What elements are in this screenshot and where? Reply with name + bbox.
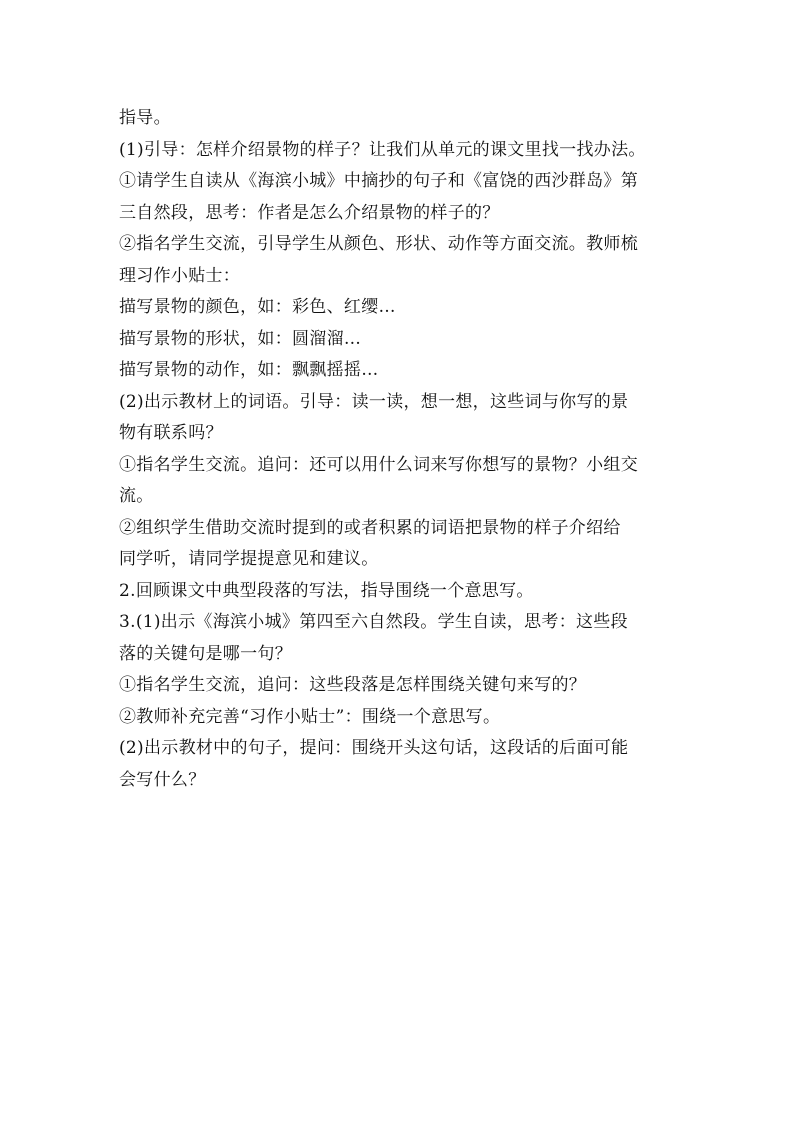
text-line: 物有联系吗？ (119, 423, 223, 443)
text-line: 描写景物的颜色，如：彩色、红缨… (119, 297, 396, 317)
text-line: 三自然段，思考：作者是怎么介绍景物的样子的？ (119, 202, 500, 223)
text-line: ①指名学生交流。追问：还可以用什么词来写你想写的景物？小组交 (119, 454, 638, 475)
text-line: ①请学生自读从《海滨小城》中摘抄的句子和《富饶的西沙群岛》第 (119, 171, 638, 191)
text-line: 落的关键句是哪一句？ (119, 643, 292, 664)
text-line: (1)引导：怎样介绍景物的样子？让我们从单元的课文里找一找办法。 (119, 139, 646, 160)
text-line: ①指名学生交流，追问：这些段落是怎样围绕关键句来写的？ (119, 675, 587, 695)
text-line: ②教师补充完善“习作小贴士”：围绕一个意思写。 (119, 706, 501, 727)
text-line: 描写景物的形状，如：圆溜溜… (119, 328, 362, 349)
text-line: 会写什么？ (119, 769, 206, 790)
text-line: 理习作小贴士： (119, 265, 241, 286)
text-line: 流。 (119, 486, 154, 506)
text-line: 指导。 (119, 108, 171, 128)
text-line: ②指名学生交流，引导学生从颜色、形状、动作等方面交流。教师梳 (119, 234, 638, 254)
text-line: 2.回顾课文中典型段落的写法，指导围绕一个意思写。 (119, 580, 534, 601)
text-line: 同学听，请同学提提意见和建议。 (119, 549, 379, 569)
text-line: (2)出示教材上的词语。引导：读一读，想一想，这些词与你写的景 (119, 391, 629, 412)
text-line: 3.(1)出示《海滨小城》第四至六自然段。学生自读，思考：这些段 (119, 612, 628, 632)
text-line: ②组织学生借助交流时提到的或者积累的词语把景物的样子介绍给 (119, 517, 621, 538)
document-body (119, 103, 679, 796)
text-line: (2)出示教材中的句子，提问：围绕开头这句话，这段话的后面可能 (119, 738, 629, 758)
text-line: 描写景物的动作，如：飘飘摇摇… (119, 360, 379, 380)
